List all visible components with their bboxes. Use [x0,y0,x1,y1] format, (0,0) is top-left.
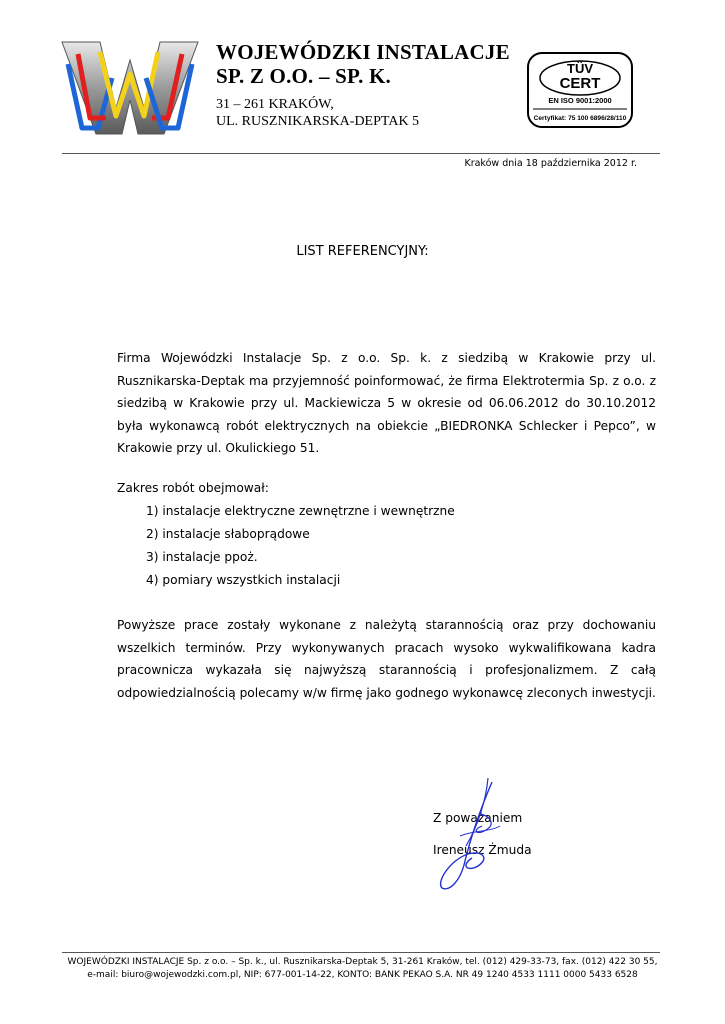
header-divider [62,153,660,154]
company-address-line2: UL. RUSZNIKARSKA-DEPTAK 5 [216,114,420,129]
closing-phrase: Z poważaniem [433,811,523,825]
cert-standard: EN ISO 9001:2000 [548,96,612,105]
scope-intro: Zakres robót obejmował: [117,481,269,495]
signer-name: Ireneusz Żmuda [433,843,532,857]
company-name [216,40,510,88]
paragraph-intro: Firma Wojewódzki Instalacje Sp. z o.o. Sp. k. z siedzibą w Krakowie przy ul. Rusznikarska-Deptak ma przyjemność poinformować, że firma Elektrotermia Sp. z o.o. z siedzibą w Krakowie przy ul. Mackiewicza 5 w okresie od 06.06.2012 do 30.10.2012 była wykonawcą robót elektrycznych na obiekcie „BIEDRONKA Schlecker i Pepco”, w Krakowie przy ul. Okulickiego 51. [117,351,656,455]
company-name-line2: SP. Z O.O. – SP. K. [216,64,391,88]
scope-item: 4) pomiary wszystkich instalacji [146,573,341,587]
tuv-cert-stamp [527,52,633,128]
footer-line2: e-mail: biuro@wojewodzki.com.pl, NIP: 677-001-14-22, KONTO: BANK PEKAO S.A. NR 49 1240 4533 1111 0000 5433 6528 [87,970,638,980]
letter-date: Kraków dnia 18 października 2012 r. [464,158,637,169]
scope-item: 3) instalacje ppoż. [146,550,258,564]
cert-brand-line1: TÜV [567,61,593,76]
company-address [216,96,419,130]
handwritten-signature [420,770,530,900]
company-logo [60,38,200,138]
scope-item: 2) instalacje słaboprądowe [146,527,310,541]
footer-line1: WOJEWÓDZKI INSTALACJE Sp. z o.o. – Sp. k., ul. Rusznikarska-Deptak 5, 31-261 Kraków, tel. (012) 429-33-73, fax. (012) 422 30 55, [67,957,658,967]
company-address-line1: 31 – 261 KRAKÓW, [216,97,334,112]
cert-number: Certyfikat: 75 100 6896/28/110 [533,115,627,122]
letter-title: LIST REFERENCYJNY: [296,244,429,259]
footer-divider [62,952,660,953]
company-name-line1: WOJEWÓDZKI INSTALACJE [216,40,510,64]
cert-brand-line2: CERT [559,75,601,92]
scope-item: 1) instalacje elektryczne zewnętrzne i wewnętrzne [146,504,455,518]
paragraph-conclusion: Powyższe prace zostały wykonane z należytą starannością oraz przy dochowaniu wszelkich terminów. Przy wykonywanych pracach wysoko wykwalifikowana kadra pracownicza wykazała się najwyższą starannością i profesjonalizmem. Z całą odpowiedzialnością polecamy w/w firmę jako godnego wykonawcę zleconych inwestycji. [117,618,656,700]
